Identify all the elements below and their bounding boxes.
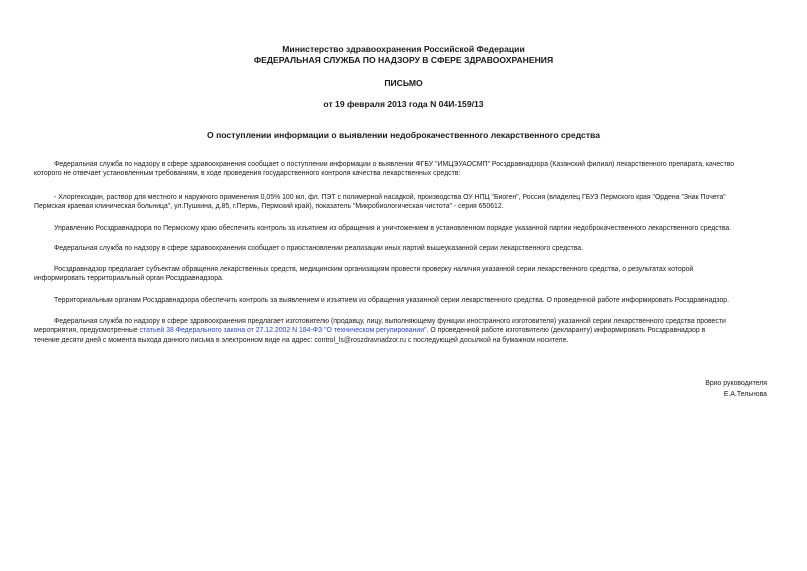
paragraph-6 (54, 296, 767, 305)
paragraph-7-line-2-prefix: мероприятия, предусмотренные (34, 327, 140, 335)
paragraph-2-line-2: Пермская краевая клиническая больница", ул.Пушкина, д.85, г.Пермь, Пермский край), показатель "Микробиологическая чистота" - серия 650612. (34, 203, 504, 211)
paragraph-4-line-1: Федеральная служба по надзору в сфере здравоохранения сообщает о приостановлении реализации иных партий вышеуказанной серии лекарственного средства. (54, 245, 584, 252)
document-type: ПИСЬМО (384, 78, 423, 88)
paragraph-5-line-2: информировать территориальный орган Росздравнадзора. (34, 275, 224, 283)
paragraph-7 (34, 317, 767, 345)
paragraph-5 (34, 265, 767, 284)
paragraph-3 (54, 224, 767, 233)
paragraph-1 (34, 160, 767, 179)
paragraph-6-line-1: Территориальным органам Росздравнадзора обеспечить контроль за выявлением и изъятием из обращения указанной серии лекарственного средства. О проведенной работе информировать Росздравнадзор. (54, 297, 730, 304)
document-title: О поступлении информации о выявлении недоброкачественного лекарственного средства (207, 130, 600, 140)
signature-block (705, 378, 767, 400)
signatory-name: Е.А.Тельнова (723, 391, 767, 398)
ministry-name: Министерство здравоохранения Российской Федерации (282, 44, 525, 54)
paragraph-7-line-2 (34, 326, 767, 335)
paragraph-7-line-1: Федеральная служба по надзору в сфере здравоохранения предлагает изготовителю (продавцу, лицу, выполняющему функции иностранного изготовителя) указанной серии лекарственного средства провести (54, 318, 726, 325)
paragraph-5-line-1: Росздравнадзор предлагает субъектам обращения лекарственных средств, медицинским организациям провести проверку наличия указанной серии лекарственного средства, о результатах которой (54, 266, 694, 273)
paragraph-2-line-1: - Хлоргексидин, раствор для местного и наружного применения 0,05% 100 мл, фл. ПЭТ с полимерной насадкой, производства ОУ НПЦ "Биоген", Россия (владелец ГБУЗ Пермского края "Ордена "Знак Почета" (54, 194, 726, 201)
paragraph-4 (54, 244, 767, 253)
paragraph-7-line-2-suffix: . О проведенной работе изготовителю (декларанту) информировать Росздравнадзор в (426, 327, 706, 335)
paragraph-1-line-2: которого не отвечает установленным требованиям, в ходе проведения государственного контроля качества лекарственных средств: (34, 170, 461, 178)
signatory-position: Врио руководителя (705, 380, 767, 387)
document-date-number: от 19 февраля 2013 года N 04И-159/13 (323, 99, 484, 109)
paragraph-1-line-1: Федеральная служба по надзору в сфере здравоохранения сообщает о поступлении информации о выявлении ФГБУ "ИМЦЭУАОСМП" Росздравнадзора (Казанский филиал) лекарственного препарата, качество (54, 161, 735, 168)
paragraph-3-line-1: Управлению Росздравнадзора по Пермскому краю обеспечить контроль за изъятием из обращения и уничтожением в установленном порядке указанной партии недоброкачественного лекарственного средства. (54, 225, 732, 232)
paragraph-2 (34, 193, 767, 212)
federal-law-link[interactable]: статьей 38 Федерального закона от 27.12.2002 N 184-ФЗ "О техническом регулировании" (139, 327, 427, 335)
service-name: ФЕДЕРАЛЬНАЯ СЛУЖБА ПО НАДЗОРУ В СФЕРЕ ЗДРАВООХРАНЕНИЯ (253, 55, 554, 65)
paragraph-7-line-3: течение десяти дней с момента выхода данного письма в электронном виде на адрес: control_ls@roszdravnadzor.ru с последующей досылкой на бумажном носителе. (34, 336, 569, 344)
